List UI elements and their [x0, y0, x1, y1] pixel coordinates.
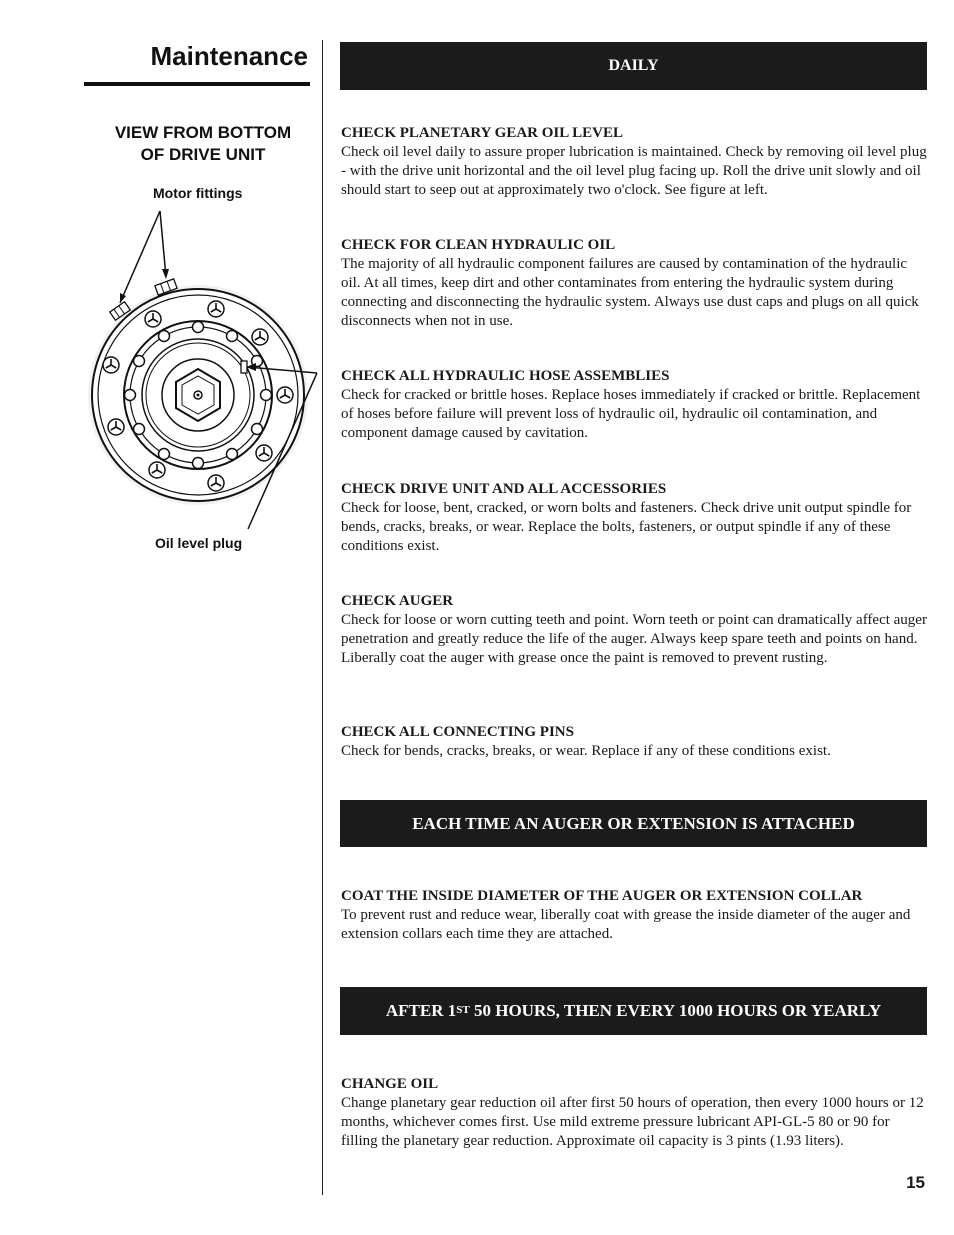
section-title: CHECK ALL HYDRAULIC HOSE ASSEMBLIES — [341, 368, 670, 384]
page-number: 15 — [906, 1173, 925, 1192]
motor-leader-line — [160, 211, 166, 277]
figure-heading-line-1: VIEW FROM BOTTOM — [114, 123, 292, 142]
outer-bolt — [108, 419, 124, 435]
outer-bolt — [103, 357, 119, 373]
flange-hole — [159, 449, 170, 460]
flange-hole — [261, 390, 272, 401]
title-rule — [84, 82, 310, 86]
outer-bolt — [252, 329, 268, 345]
section-body: Change planetary gear reduction oil after first 50 hours of operation, then every 1000 hours or 12 months, whichever comes first. Use mild extreme pressure lubricant API-GL-5 80 or 90 for filling the planetary gear reduction. Approximate oil capacity is 3 pints (1.93 liters). — [341, 1095, 924, 1149]
after-header-suffix: 50 HOURS, THEN EVERY 1000 HOURS OR YEARLY — [469, 1001, 882, 1020]
section-body: Check oil level daily to assure proper lubrication is maintained. Check by removing oil level plug - with the drive unit horizontal and the oil level plug facing up. Roll the drive unit slowly and oil should start to seep out at approximately two o'clock. See figure at left. — [341, 144, 927, 198]
oil-level-plug-label: Oil level plug — [155, 535, 243, 551]
section-drive-unit-accessories — [341, 480, 927, 556]
section-body: Check for loose or worn cutting teeth and point. Worn teeth or point can dramatically affect auger penetration and greatly reduce the life of the auger. Always keep spare teeth and points on hand. Liberally coat the auger with grease once the paint is removed to prevent rusting. — [341, 612, 927, 666]
figure-heading-line-2: OF DRIVE UNIT — [140, 145, 266, 164]
drive-unit-diagram — [80, 195, 325, 540]
outer-bolt — [277, 387, 293, 403]
daily-header: DAILY — [340, 42, 927, 90]
section-title: CHECK FOR CLEAN HYDRAULIC OIL — [341, 237, 616, 253]
flange-hole — [252, 424, 263, 435]
motor-fittings-label: Motor fittings — [153, 185, 243, 201]
section-body: To prevent rust and reduce wear, liberally coat with grease the inside diameter of the auger and extension collars each time they are attached. — [341, 907, 911, 942]
flange-hole — [227, 331, 238, 342]
flange-hole — [134, 424, 145, 435]
spindle-center-dot — [197, 394, 200, 397]
section-planetary-oil-level — [341, 124, 927, 200]
flange-hole — [193, 458, 204, 469]
flange-hole — [134, 356, 145, 367]
section-hose-assemblies — [341, 367, 927, 443]
after-header-prefix: AFTER 1 — [385, 1001, 457, 1020]
section-title: CHECK AUGER — [341, 593, 454, 609]
section-title: CHANGE OIL — [341, 1076, 439, 1092]
section-connecting-pins — [341, 723, 927, 761]
flange-hole — [227, 449, 238, 460]
outer-bolt — [208, 475, 224, 491]
outer-bolt — [145, 311, 161, 327]
section-title: CHECK DRIVE UNIT AND ALL ACCESSORIES — [341, 481, 667, 497]
section-clean-hydraulic-oil — [341, 236, 927, 331]
figure-heading — [96, 122, 310, 166]
flange-hole — [125, 390, 136, 401]
section-body: The majority of all hydraulic component failures are caused by contamination of the hydraulic oil. At all times, keep dirt and other contaminates from entering the hydraulic system during connecting and disconnecting the hydraulic system. Always use dust caps and plugs on all quick disconnects when not in use. — [341, 256, 919, 329]
outer-bolt — [256, 445, 272, 461]
outer-bolt — [149, 462, 165, 478]
page-title: Maintenance — [150, 41, 308, 71]
section-body: Check for bends, cracks, breaks, or wear. Replace if any of these conditions exist. — [341, 743, 831, 759]
flange-hole — [159, 331, 170, 342]
after-hours-header — [340, 987, 927, 1035]
section-title: CHECK ALL CONNECTING PINS — [341, 724, 574, 740]
section-check-auger — [341, 592, 927, 668]
motor-leader-line — [120, 211, 160, 303]
section-title: COAT THE INSIDE DIAMETER OF THE AUGER OR EXTENSION COLLAR — [341, 888, 863, 904]
each-time-header: EACH TIME AN AUGER OR EXTENSION IS ATTACHED — [340, 800, 927, 847]
after-header-superscript: ST — [456, 1004, 470, 1016]
section-body: Check for loose, bent, cracked, or worn bolts and fasteners. Check drive unit output spindle for bends, cracks, breaks, or wear. Replace the bolts, fasteners, or output spindle if any of these conditions exist. — [341, 500, 912, 554]
flange-hole — [193, 322, 204, 333]
motor-leader-arrow — [162, 269, 169, 279]
outer-bolt — [208, 301, 224, 317]
section-coat-collar — [341, 887, 927, 944]
section-title: CHECK PLANETARY GEAR OIL LEVEL — [341, 125, 624, 141]
section-body: Check for cracked or brittle hoses. Replace hoses immediately if cracked or brittle. Replacement of hoses before failure will prevent loss of hydraulic oil, hydraulic oil contamination, and component damage caused by cavitation. — [341, 387, 921, 441]
section-change-oil — [341, 1075, 927, 1151]
